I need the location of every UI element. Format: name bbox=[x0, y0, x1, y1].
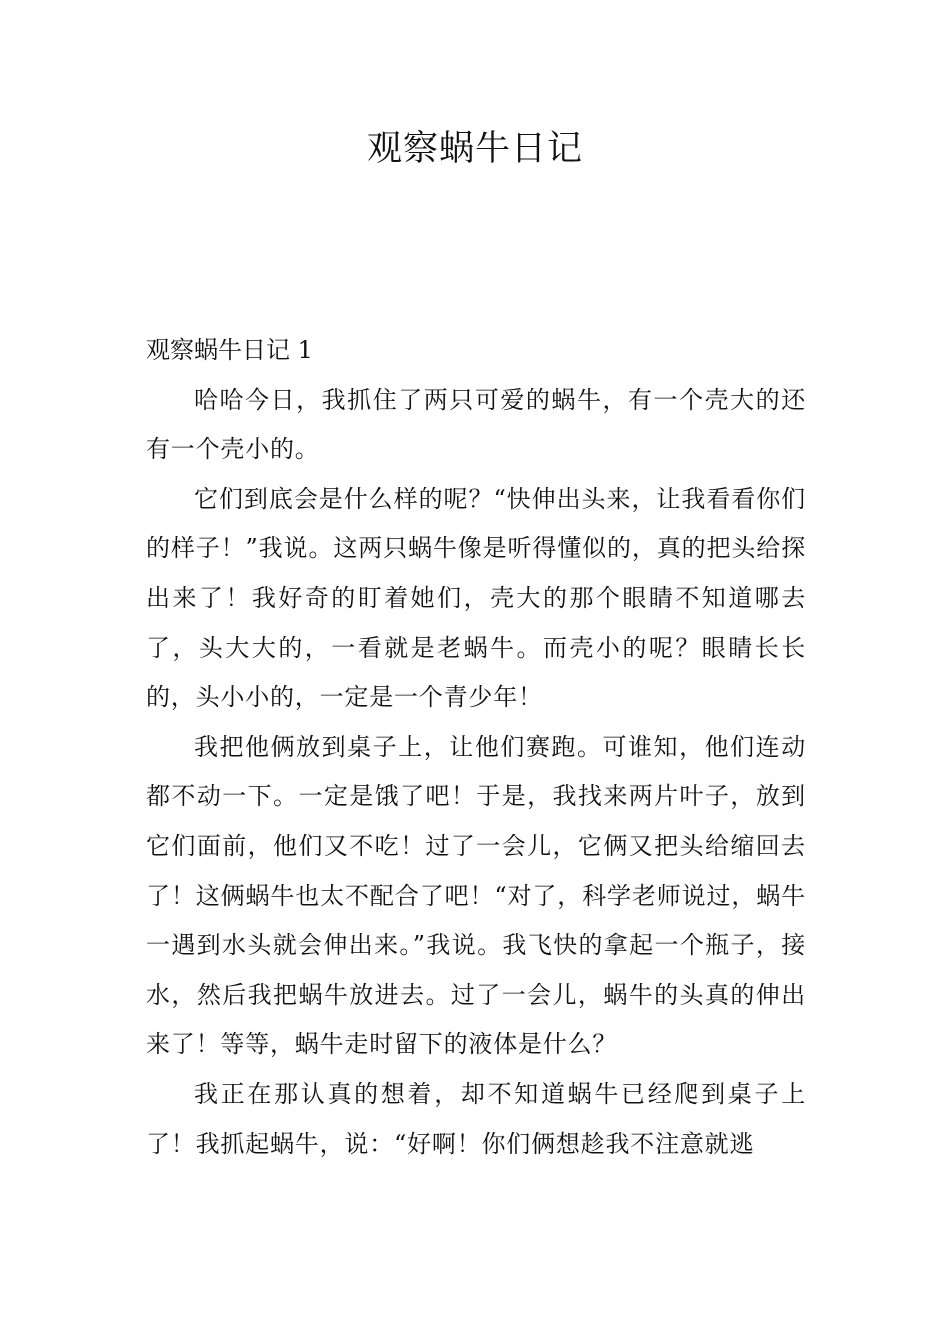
document-body bbox=[146, 326, 806, 1169]
section-subtitle: 观察蜗牛日记 1 bbox=[146, 336, 313, 364]
document-title: 观察蜗牛日记 bbox=[366, 129, 583, 169]
paragraph-1: 哈哈今日，我抓住了两只可爱的蜗牛，有一个壳大的还有一个壳小的。 bbox=[146, 385, 806, 464]
paragraph-2: 它们到底会是什么样的呢？“快伸出头来，让我看看你们的样子！”我说。这两只蜗牛像是听得懂似的，真的把头给探出来了！我好奇的盯着她们，壳大的那个眼睛不知道哪去了，头大大的，一看就是老蜗牛。而壳小的呢？眼睛长长的，头小小的，一定是一个青少年！ bbox=[146, 484, 806, 712]
paragraph-3: 我把他俩放到桌子上，让他们赛跑。可谁知，他们连动都不动一下。一定是饿了吧！于是，我找来两片叶子，放到它们面前，他们又不吃！过了一会儿，它俩又把头给缩回去了！这俩蜗牛也太不配合了吧！“对了，科学老师说过，蜗牛一遇到水头就会伸出来。”我说。我飞快的拿起一个瓶子，接水，然后我把蜗牛放进去。过了一会儿，蜗牛的头真的伸出来了！等等，蜗牛走时留下的液体是什么？ bbox=[146, 732, 806, 1059]
paragraph-4: 我正在那认真的想着，却不知道蜗牛已经爬到桌子上了！我抓起蜗牛，说：“好啊！你们俩想趁我不注意就逃 bbox=[146, 1079, 806, 1158]
